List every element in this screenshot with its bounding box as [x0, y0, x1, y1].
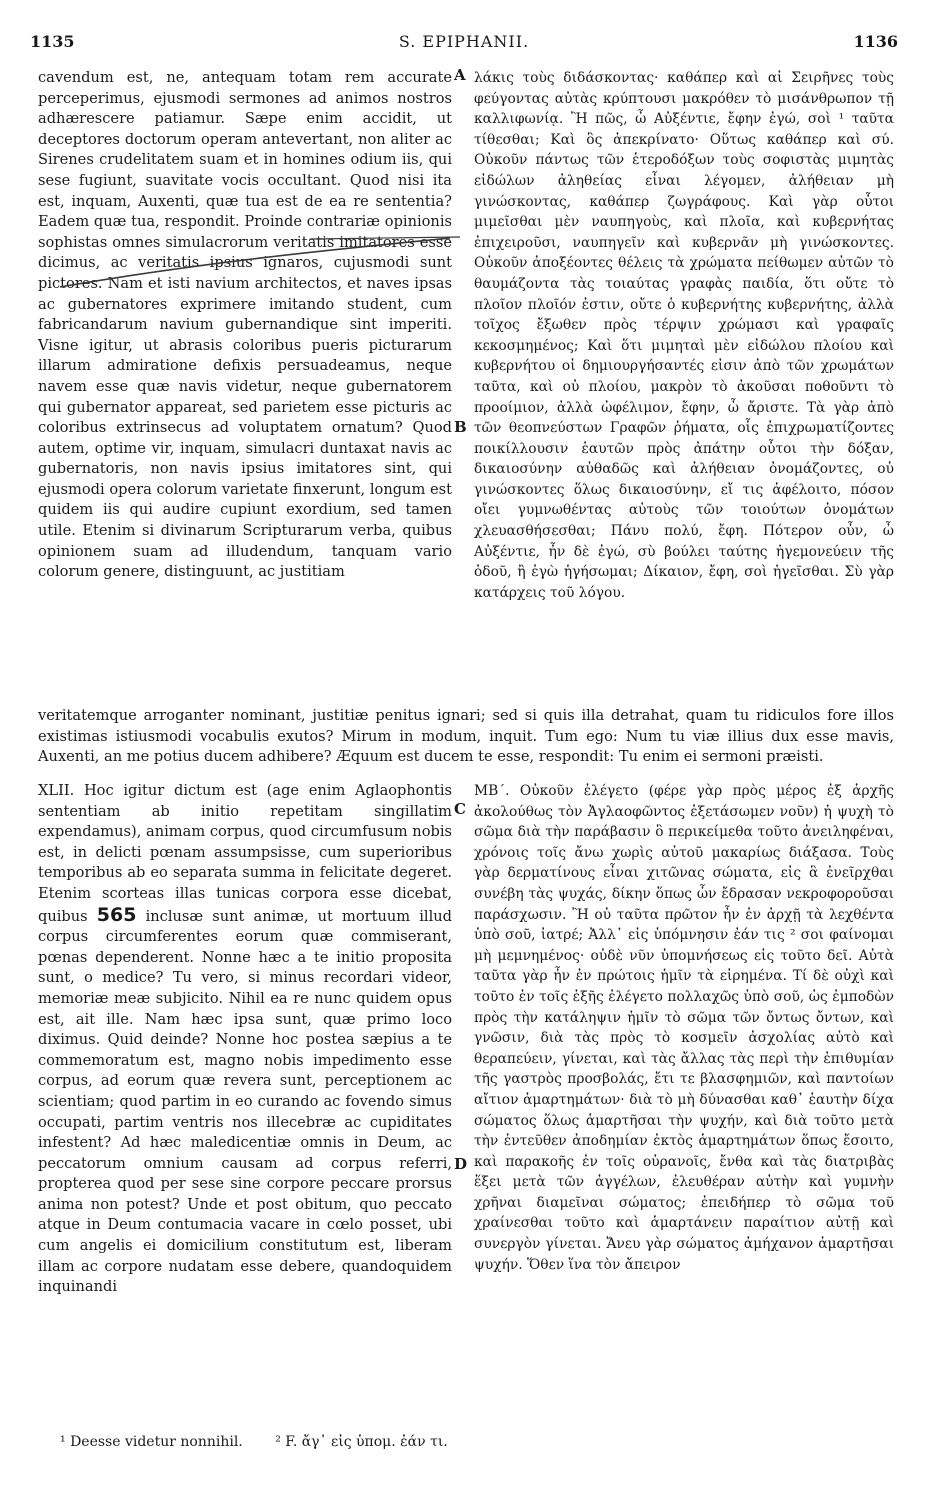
section-marker-c: C	[454, 800, 466, 818]
page-number-right: 1136	[853, 32, 898, 51]
inline-page-number: 565	[96, 903, 137, 926]
latin-span-paragraph: veritatemque arroganter nominant, justitiæ penitus ignari; sed si quis illa detrahat, quam tu ridiculos fore illos existimas istiusmodi vocabulis exutos? Mirum in modum, inquit. Tum ego: Num tu viæ illius dux esse mavis, Auxenti, an me potius ducem adhibere? Æquum est ducem te esse, respondit: Tu enim ei sermoni præisti.	[38, 707, 894, 766]
latin-paragraph-bottom	[38, 781, 452, 1298]
section-marker-b: B	[454, 418, 467, 436]
section-marker-d: D	[454, 1155, 468, 1173]
handwritten-strike-mark	[10, 235, 470, 295]
latin-column-bottom	[38, 781, 452, 1298]
greek-column-bottom	[474, 781, 894, 1275]
latin-full-width-passage	[38, 706, 894, 768]
footnote-1: ¹ Deesse videtur nonnihil.	[60, 1434, 243, 1450]
greek-column-top	[474, 68, 894, 603]
footnote-2: ² F. ἄγ᾽ εἰς ὑπομ. ἐάν τι.	[275, 1434, 448, 1450]
greek-paragraph-bottom: ΜΒ΄. Οὐκοῦν ἐλέγετο (φέρε γὰρ πρὸς μέρος ἐξ ἀρχῆς ἀκολούθως τὸν Ἀγλαοφῶντος ἐξετάσωμεν νοῦν) ἡ ψυχὴ τὸ σῶμα διὰ τὴν παράβασιν ὃ περικείμεθα τοῦτο ἀνειληφέναι, χρόνοις τοῖς ἄνω χωρὶς αὐτοῦ μακαρίως διάξασα. Τοὺς γὰρ δερματίνους εἶναι χιτῶνας σώματα, εἰς ἃ ἐνεῖρχθαι συνέβη τὰς ψυχάς, δίκην ὅπως ὧν ἔδρασαν νεκροφοροῦσαι παράσχωσιν. Ἢ οὐ ταῦτα πρῶτον ἦν ἐν ἀρχῇ τὰ λεχθέντα ὑπὸ σοῦ, ἰατρέ; Ἀλλ᾽ εἰς ὑπόμνησιν ἐάν τις ² σοι φαίνομαι μὴ μεμνημένος· οὐδὲ νῦν ὑπομνήσεως εἰς τοῦτο δεῖ. Αὐτὰ ταῦτα γὰρ ἦν ἐν πρώτοις ἡμῖν τὰ εἰρημένα. Τί δὲ οὐχὶ καὶ τοῦτο ἐν τοῖς ἑξῆς ἐλέγετο πολλαχῶς ὑπὸ σοῦ, ὡς ἐμποδὼν πρὸς τὴν κατάληψιν ἡμῖν τὸ σῶμα τῶν ὄντως ὄντων, καὶ γνῶσιν, διὰ τὰς πρὸς τὸ κοσμεῖν ἀσχολίας αὐτὸ καὶ θεραπεύειν, γίνεται, καὶ τὰς ἄλλας τὰς περὶ τὴν ἐπιθυμίαν τῆς γαστρὸς προσβολάς, ἔτι τε βλασφημιῶν, καὶ παντοίων αἴτιον ἁμαρτημάτων· διὰ τὸ μὴ δύνασθαι καθ᾽ ἑαυτὴν δίχα σώματος ὅλως ἁμαρτῆσαι τὴν ψυχήν, καὶ διὰ τοῦτο μετὰ τὴν ἐντεῦθεν ἀποδημίαν ἐκτὸς ἁμαρτημάτων ὅπως ἔσοιτο, καὶ παρακοῆς ἐν τοῖς οὐρανοῖς, ἔνθα καὶ τὰς διατριβὰς ἕξει μετὰ τῶν ἀγγέλων, ἐλευθέραν αὐτὴν καὶ γυμνὴν χρῆναι διαμεῖναι σώματος; ἐπειδήπερ τὸ σῶμα τοῦ χραίνεσθαι τοῦτο καὶ ἁμαρτάνειν παραίτιον αὐτῇ καὶ συνεργὸν γίνεται. Ἄνευ γὰρ σώματος ἀμήχανον ἁμαρτῆσαι ψυχήν. Ὅθεν ἵνα τὸν ἄπειρον	[474, 783, 894, 1273]
footnotes	[60, 1434, 860, 1450]
latin-text-before-number: XLII. Hoc igitur dictum est (age enim Aglaophontis sententiam ab initio repetitam singillatim expendamus), animam corpus, quod circumfusum nobis est, in delicti pœnam assumpsisse, cum superioribus temporibus ab eo separata summa in felicitate degeret. Etenim scorteas illas tunicas corpora esse dicebat, quibus	[38, 782, 452, 925]
latin-column-top	[38, 68, 452, 583]
latin-text-after-number: inclusæ sunt animæ, ut mortuum illud corpus circumferentes eorum quæ commiserant, pœnas dependerent. Nonne hæc a te initio proposita sunt, o medice? Tu vero, si minus recordari videor, memoriæ meæ subjicito. Nihil ea re nunc quidem opus est, ait ille. Nam hæc ipsa sunt, quæ primo loco diximus. Quid deinde? Nonne hoc postea sæpius a te commemoratum est, magno nobis impedimento esse corpus, ad eorum quæ revera sunt, perceptionem ac scientiam; quod partim in eo curando ac fovendo simus occupati, partim ventris nos illecebræ ac cupiditates infestent? Ad hæc maledicentiæ omnis in Deum, ac peccatorum omnium causam ad corpus referri, propterea quod per sese sine corpore peccare prorsus anima non potest? Unde et post obitum, quo peccato atque in Deum contumacia vacare in cœlo posset, ubi cum angelis ei domicilium constitutum est, liberam illam ac corpore nudatam esse debere, quandoquidem inquinandi	[38, 907, 453, 1296]
running-title: S. EPIPHANII.	[398, 32, 530, 51]
section-marker-a: A	[454, 66, 466, 84]
page-number-left: 1135	[30, 32, 75, 51]
greek-paragraph-top: λάκις τοὺς διδάσκοντας· καθάπερ καὶ αἱ Σειρῆνες τοὺς φεύγοντας αὐτὰς κρύπτουσι μακρόθεν τὸ μισάνθρωπον τῇ καλλιφωνίᾳ. Ἢ πῶς, ὦ Αὐξέντιε, ἔφην ἐγώ, σοὶ ¹ ταῦτα τίθεσθαι; Καὶ ὃς ἀπεκρίνατο· Οὕτως καθάπερ καὶ σύ. Οὐκοῦν πάντως τῶν ἑτεροδόξων τοὺς σοφιστὰς μιμητὰς εἰδώλων ἀληθείας εἶναι λέγομεν, ἀλήθειαν μὴ γινώσκοντας, καθάπερ ζωγράφους. Καὶ γὰρ οὗτοι μιμεῖσθαι μὲν ναυπηγοὺς, καὶ πλοῖα, καὶ κυβερνήτας ἐπιχειροῦσι, ναυπηγεῖν καὶ κυβερνᾶν μὴ γινώσκοντες. Οὐκοῦν ἀποξέοντες θέλεις τὰ χρώματα πείθωμεν αὐτῶν τὸ θαυμάζοντα τὰς τοιαύτας γραφὰς παιδία, ὅτι οὔτε τὸ πλοῖον πλοῖόν ἐστιν, οὔτε ὁ κυβερνήτης κυβερνήτης, ἀλλὰ τοῖχος ἔξωθεν πρὸς τέρψιν χρώμασι καὶ γραφαῖς κεκοσμημένος; Καὶ ὅτι μιμηταὶ μὲν εἰδώλου πλοίου καὶ κυβερνήτου οἱ δημιουργήσαντές εἰσιν ἀπὸ τῶν χρωμάτων ταῦτα, καὶ οὐ πλοίου, μακρὸν τὸ ἀκοῦσαι ποθοῦντι τὸ προοίμιον, ἀλλὰ ὠφέλιμον, ἔφην, ὦ ἄριστε. Τὰ γὰρ ἀπὸ τῶν θεοπνεύστων Γραφῶν ῥήματα, οἷς ἐπιχρωματίζοντες ποικίλλουσιν ἑαυτῶν πρὸς ἀπάτην οὗτοι τὴν δόξαν, δικαιοσύνην αὐθαδῶς καὶ ἀλήθειαν ὀνομάζοντες, οὐ γινώσκοντες ὅλως δικαιοσύνην, εἴ τις ἀφέλοιτο, πόσον οἴει γυμνωθέντας αὐτοὺς τῶν τοιούτων ὀνομάτων χλευασθήσεσθαι; Πάνυ πολύ, ἔφη. Πότερον οὖν, ὦ Αὐξέντιε, ἦν δὲ ἐγώ, σὺ βούλει ταύτης ἡγεμονεύειν τῆς ὁδοῦ, ἢ ἐγὼ ἡγήσωμαι; Δίκαιον, ἔφη, σοὶ ἡγεῖσθαι. Σὺ γὰρ κατάρχεις τοῦ λόγου.	[474, 70, 894, 601]
latin-paragraph-top: cavendum est, ne, antequam totam rem accurate perceperimus, ejusmodi sermones ad animos nostros adhærescere patiamur. Sæpe enim accidit, ut deceptores doctorum operam antevertant, non aliter ac Sirenes crudelitatem suam et in homines odium iis, qui sese fugiunt, suavitate vocis occultant. Quod nisi ita est, inquam, Auxenti, quæ tua est de ea re sententia? Eadem quæ tua, respondit. Proinde contrariæ opinionis sophistas omnes simulacrorum veritatis imitatores esse dicimus, ac veritatis ipsius ignaros, cujusmodi sunt pictores. Nam et isti navium architectos, et naves ipsas ac gubernatores exprimere imitando student, cum fabricandarum navium gubernandique sint imperiti. Visne igitur, ut abrasis coloribus pueris picturarum illarum admiratione defixis persuadeamus, neque navem esse quæ navis videtur, neque gubernatorem qui gubernator appareat, sed parietem esse picturis ac coloribus extrinsecus ad voluptatem ornatum? Quod autem, optime vir, inquam, simulacri duntaxat navis ac gubernatoris, non navis ipsius imitatores sint, qui ejusmodi opera colorum varietate finxerunt, longum est quidem iis qui audire cupiunt exordium, sed tamen utile. Etenim si divinarum Scripturarum verba, quibus opinionem suam ad illudendum, tanquam vario colorum genere, distinguunt, ac justitiam	[38, 69, 452, 581]
